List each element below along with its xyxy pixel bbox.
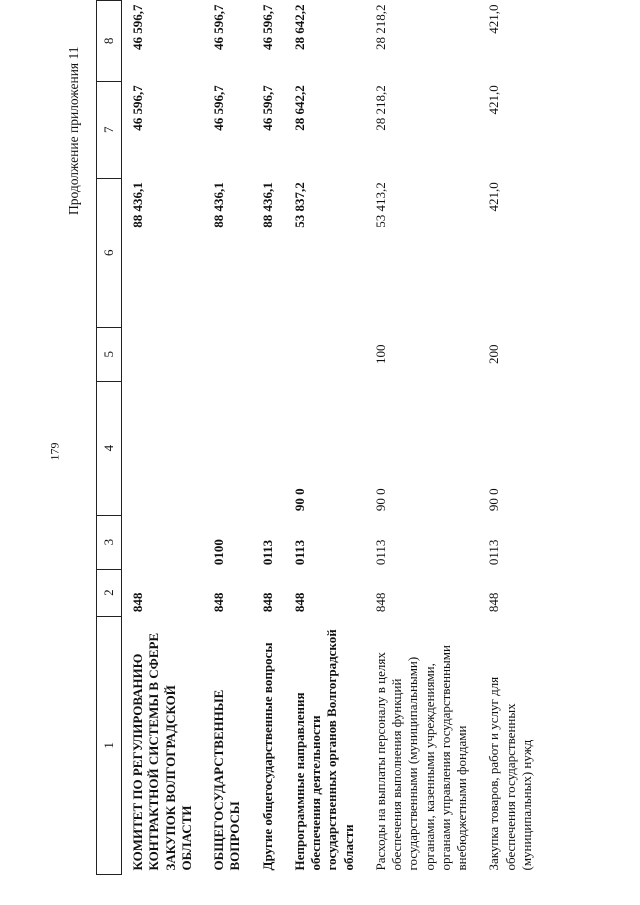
cell-expense-type	[203, 327, 252, 381]
cell-amount-1: 88 436,1	[211, 182, 226, 228]
cell-amount-2: 46 596,7	[130, 85, 145, 131]
cell-ministry: 848	[372, 592, 388, 613]
table-row	[122, 1, 204, 875]
header-cell: 8	[97, 1, 122, 82]
cell-amount-2: 46 596,7	[259, 85, 275, 131]
cell-ministry: 848	[259, 592, 275, 613]
cell-expense-type	[252, 327, 284, 381]
header-cell: 3	[97, 515, 122, 569]
cell-amount-2: 28 642,2	[291, 85, 307, 131]
cell-target: 90 0	[291, 488, 307, 512]
cell-amount-3: 421,0	[486, 4, 502, 34]
page-number: 179	[47, 442, 62, 461]
cell-ministry: 848	[130, 592, 145, 613]
row-name: Закупка товаров, работ и услуг для обеспечения государственных (муниципальных) нужд	[486, 676, 534, 871]
header-cell: 2	[97, 569, 122, 616]
header-cell: 1	[97, 616, 122, 874]
table-row	[284, 1, 365, 875]
cell-amount-3: 46 596,7	[130, 4, 145, 50]
header-cell: 6	[97, 178, 122, 327]
row-name: ОБЩЕГОСУДАРСТВЕННЫЕ ВОПРОСЫ	[211, 689, 243, 871]
cell-section: 0113	[372, 539, 388, 566]
row-name: Расходы на выплаты персоналу в целях обеспечения выполнения функций государственными (муниципальными) органами, казенными учреждениями, органами управления государственными внебюджетными фондами	[372, 645, 469, 871]
table-row	[478, 1, 543, 875]
header-cell: 7	[97, 81, 122, 178]
cell-amount-3: 46 596,7	[259, 4, 275, 50]
cell-target	[122, 381, 204, 515]
cell-amount-1: 53 837,2	[291, 182, 307, 228]
cell-amount-1: 88 436,1	[130, 182, 145, 228]
cell-amount-1: 53 413,2	[372, 182, 388, 228]
header-cell: 4	[97, 381, 122, 515]
cell-section: 0113	[259, 539, 275, 566]
budget-table	[96, 0, 543, 875]
cell-target: 90 0	[372, 488, 388, 512]
cell-section	[122, 515, 204, 569]
row-name: КОМИТЕТ ПО РЕГУЛИРОВАНИЮ КОНТРАКТНОЙ СИСТЕМЫ В СФЕРЕ ЗАКУПОК ВОЛГОГРАДСКОЙ ОБЛАСТИ	[130, 632, 194, 871]
cell-amount-2: 421,0	[486, 85, 502, 115]
cell-section: 0113	[486, 539, 502, 566]
cell-ministry: 848	[486, 592, 502, 613]
cell-target	[252, 381, 284, 515]
table-row	[252, 1, 284, 875]
cell-amount-3: 28 218,2	[372, 4, 388, 50]
cell-amount-1: 421,0	[486, 182, 502, 212]
cell-amount-3: 46 596,7	[211, 4, 226, 50]
cell-expense-type	[284, 327, 365, 381]
cell-section: 0100	[211, 539, 226, 566]
cell-section: 0113	[291, 539, 307, 566]
table-row	[203, 1, 252, 875]
header-row	[97, 1, 122, 875]
cell-amount-1: 88 436,1	[259, 182, 275, 228]
row-name: Непрограммные направления обеспечения деятельности государственных органов Волгоградской области	[291, 629, 356, 871]
cell-ministry: 848	[211, 592, 226, 613]
row-name: Другие общегосударственные вопросы	[259, 642, 275, 871]
cell-expense-type	[122, 327, 204, 381]
cell-amount-3: 28 642,2	[291, 4, 307, 50]
cell-amount-2: 28 218,2	[372, 85, 388, 131]
cell-ministry: 848	[291, 592, 307, 613]
cell-amount-2: 46 596,7	[211, 85, 226, 131]
table-row	[365, 1, 479, 875]
cell-expense-type: 200	[486, 344, 502, 364]
appendix-caption: Продолжение приложения 11	[66, 46, 81, 215]
header-cell: 5	[97, 327, 122, 381]
cell-expense-type: 100	[372, 344, 388, 364]
cell-target	[203, 381, 252, 515]
cell-target: 90 0	[486, 488, 502, 512]
